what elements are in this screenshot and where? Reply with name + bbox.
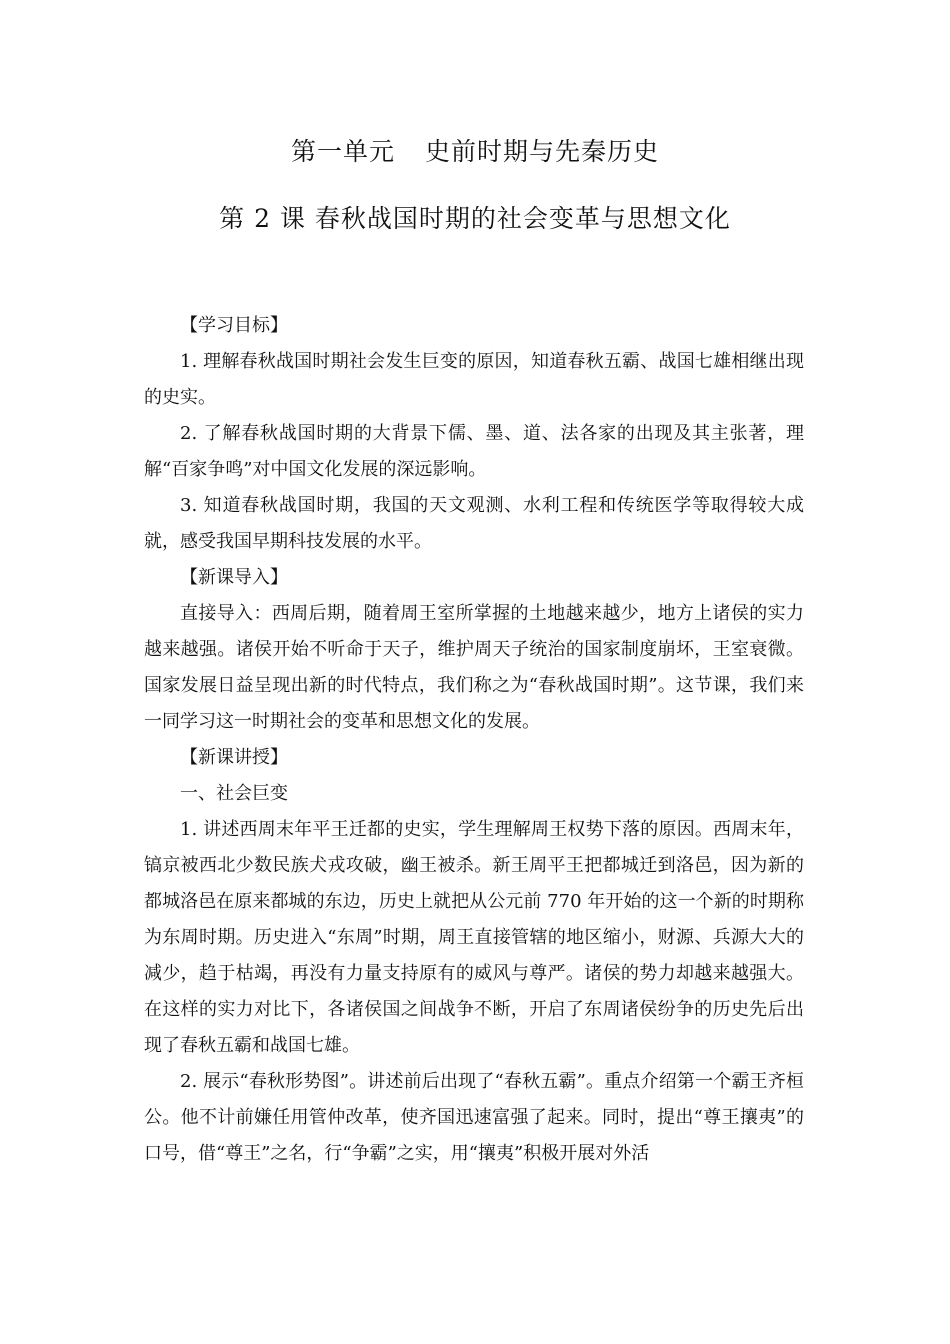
lecture-1-paragraph: 1. 讲述西周末年平王迁都的史实，学生理解周王权势下落的原因。西周末年，镐京被西北少数民族犬戎攻破，幽王被杀。新王周平王把都城迁到洛邑，因为新的都城洛邑在原来都城的东边，历史上就把从公元前 770 年开始的这一个新的时期称为东周时期。历史进入“东周”时期，周王直接管辖的地区缩小，财源、兵源大大的减少，趋于枯竭，再没有力量支持原有的威风与尊严。诸侯的势力却越来越强大。在这样的实力对比下，各诸侯国之间战争不断，开启了东周诸侯纷争的历史先后出现了春秋五霸和战国七雄。 bbox=[144, 819, 804, 1056]
lecture-heading: 【新课讲授】 bbox=[180, 747, 288, 768]
lecture-2-paragraph: 2. 展示“春秋形势图”。讲述前后出现了“春秋五霸”。重点介绍第一个霸王齐桓公。他不计前嫌任用管仲改革，使齐国迅速富强了起来。同时，提出“尊王攘夷”的口号，借“尊王”之名，行“争霸”之实，用“攘夷”积极开展对外活 bbox=[144, 1071, 804, 1164]
goal-3-paragraph: 3. 知道春秋战国时期，我国的天文观测、水利工程和传统医学等取得较大成就，感受我国早期科技发展的水平。 bbox=[144, 495, 804, 552]
intro-paragraph: 直接导入：西周后期，随着周王室所掌握的土地越来越少，地方上诸侯的实力越来越强。诸侯开始不听命于天子，维护周天子统治的国家制度崩坏，王室衰微。国家发展日益呈现出新的时代特点，我们称之为“春秋战国时期”。这节课，我们来一同学习这一时期社会的变革和思想文化的发展。 bbox=[144, 603, 804, 732]
goal-2-paragraph: 2. 了解春秋战国时期的大背景下儒、墨、道、法各家的出现及其主张著，理解“百家争鸣”对中国文化发展的深远影响。 bbox=[144, 423, 804, 480]
unit-title bbox=[0, 134, 950, 170]
unit-number: 第一单元 bbox=[290, 137, 395, 166]
intro-heading: 【新课导入】 bbox=[180, 567, 288, 588]
lesson-title: 第 2 课 春秋战国时期的社会变革与思想文化 bbox=[219, 204, 731, 233]
unit-name: 史前时期与先秦历史 bbox=[425, 137, 660, 166]
section-one-heading: 一、社会巨变 bbox=[180, 783, 288, 804]
document-body bbox=[144, 308, 804, 1172]
goal-1-paragraph: 1. 理解春秋战国时期社会发生巨变的原因，知道春秋五霸、战国七雄相继出现的史实。 bbox=[144, 351, 804, 408]
learning-goals-heading: 【学习目标】 bbox=[180, 315, 288, 336]
